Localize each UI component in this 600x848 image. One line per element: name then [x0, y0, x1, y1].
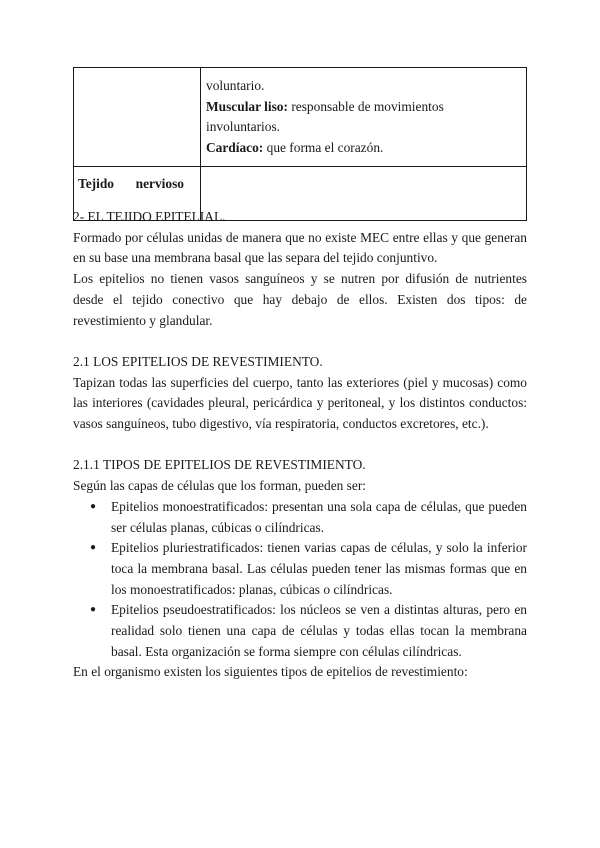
table-cell-muscle-description	[201, 68, 527, 167]
bullet-icon: ●	[90, 500, 97, 512]
tejido-word: Tejido	[78, 176, 114, 191]
paragraph: Formado por células unidas de manera que no existe MEC entre ellas y que generan en su base una membrana basal que las separa del tejido conjuntivo.	[73, 229, 527, 266]
section-heading: 2.1.1 TIPOS DE EPITELIOS DE REVESTIMIENTO.	[73, 457, 366, 473]
table-line	[206, 138, 521, 159]
section-heading: 2.1 LOS EPITELIOS DE REVESTIMIENTO.	[73, 353, 323, 369]
paragraph: Los epitelios no tienen vasos sanguíneos y se nutren por difusión de nutrientes desde el tejido conectivo que hay debajo de ellos. Existen dos tipos: de revestimiento y glandular.	[73, 271, 527, 328]
cardiaco-label: Cardíaco:	[206, 139, 264, 155]
bullet-icon: ●	[90, 604, 97, 616]
muscular-liso-label: Muscular liso:	[206, 98, 288, 114]
list-item: ● Epitelios monoestratificados: presentan una sola capa de células, que pueden ser células planas, cúbicas o cilíndricas.	[90, 498, 527, 535]
bullet-icon: ●	[90, 542, 97, 554]
table-line	[206, 97, 521, 138]
section-heading: 2- EL TEJIDO EPITELIAL.	[73, 209, 226, 224]
document-body	[73, 207, 527, 683]
table-row	[74, 68, 527, 167]
tejido-nervioso-label	[78, 174, 184, 195]
bullet-list	[73, 497, 527, 663]
paragraph: Tapizan todas las superficies del cuerpo, tanto las exteriores (piel y mucosas) como las interiores (cavidades pleural, pericárdica y peritoneal, y los distintos conductos: vasos sanguíneos, tubo digestivo, vía respiratoria, conductos excretores, etc.).	[73, 374, 527, 432]
table-cell-empty	[74, 68, 201, 167]
paragraph: En el organismo existen los siguientes tipos de epitelios de revestimiento:	[73, 664, 468, 680]
list-item: ● Epitelios pseudoestratificados: los núcleos se ven a distintas alturas, pero en realidad solo tienen una capa de células y todas ellas tocan la membrana basal. Esta organización se forma siempre con células cilíndricas.	[90, 602, 527, 659]
table-line: voluntario.	[206, 78, 265, 93]
list-item: ● Epitelios pluriestratificados: tienen varias capas de células, y solo la inferior toca la membrana basal. Las células pueden tener las mismas formas que en los monoestratificados: planas, cúbicas o cilíndricas.	[90, 540, 527, 597]
tissue-table	[73, 67, 527, 221]
nervioso-word: nervioso	[135, 176, 184, 191]
cardiaco-text: que forma el corazón.	[263, 139, 384, 155]
muscular-liso-text: responsable de movimientos involuntarios.	[206, 98, 444, 134]
paragraph: Según las capas de células que los forman, pueden ser:	[73, 478, 367, 494]
